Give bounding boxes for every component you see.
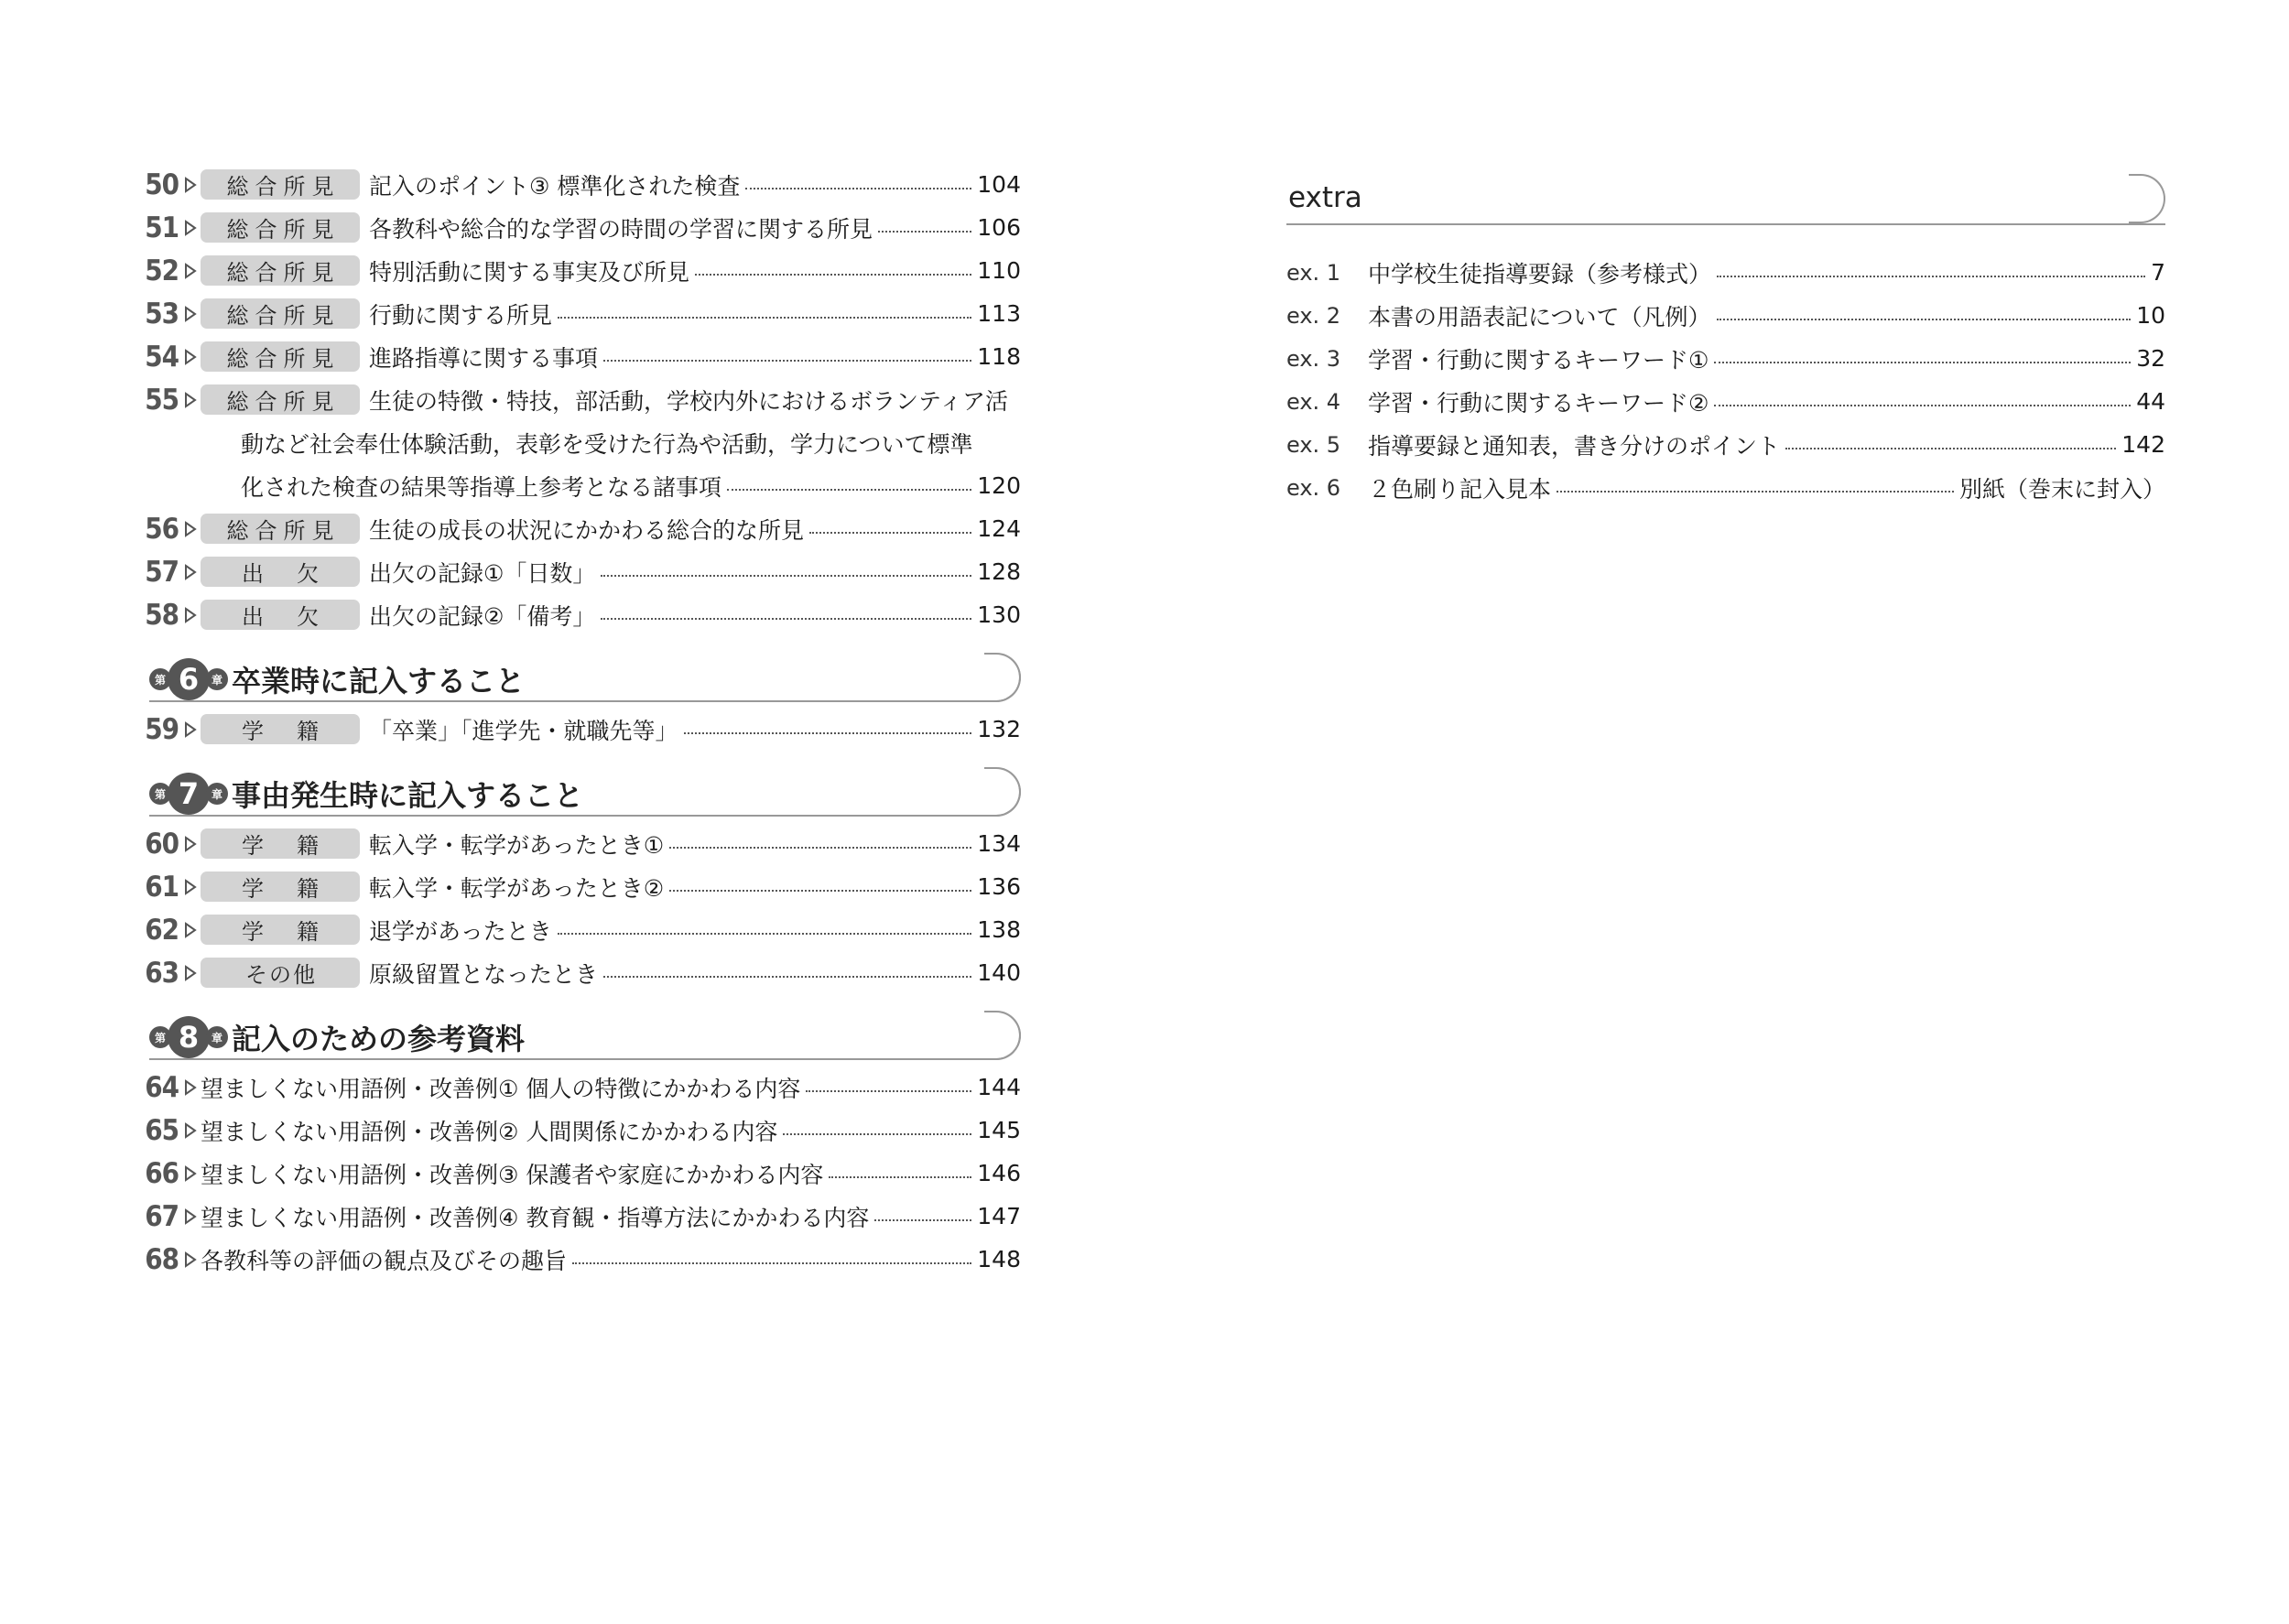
- chapter-dai: 第: [149, 783, 171, 805]
- dot-leader: [829, 1176, 971, 1178]
- dot-leader: [783, 1133, 971, 1135]
- triangle-icon: [180, 965, 201, 981]
- triangle-icon: [180, 922, 201, 938]
- category-tag: 学籍: [201, 714, 360, 744]
- chapter-arc: [984, 767, 1021, 817]
- page-number: 142: [2121, 431, 2165, 458]
- triangle-icon: [180, 349, 201, 365]
- category-tag: 学籍: [201, 915, 360, 945]
- category-tag: 総合所見: [201, 341, 360, 372]
- chapter-sho: 章: [206, 783, 228, 805]
- dot-leader: [695, 274, 971, 276]
- toc-entry[interactable]: [142, 1109, 1021, 1152]
- entry-number: 56: [145, 512, 179, 546]
- dot-leader: [1714, 405, 2131, 406]
- extra-entry[interactable]: [1286, 251, 2165, 294]
- extra-number: ex. 1: [1286, 259, 1341, 286]
- entry-number: 54: [145, 340, 179, 374]
- entry-number: 59: [145, 712, 179, 746]
- page-number: 148: [977, 1246, 1021, 1272]
- page-number: 136: [977, 873, 1021, 900]
- chapter-dai: 第: [149, 1026, 171, 1048]
- page-number: 106: [977, 214, 1021, 241]
- entry-number: 55: [145, 383, 179, 417]
- toc-entry[interactable]: [142, 507, 1021, 550]
- chapter-number: 6: [168, 658, 210, 700]
- dot-leader: [669, 847, 971, 849]
- triangle-icon: [180, 263, 201, 279]
- entry-title: 生徒の成長の状況にかかわる総合的な所見: [369, 516, 805, 544]
- entry-number: 63: [145, 956, 179, 990]
- entry-title: 「卒業」「進学先・就職先等」: [369, 717, 678, 744]
- entry-title: 退学があったとき: [369, 917, 552, 945]
- entry-title: 望ましくない用語例・改善例② 人間関係にかかわる内容: [201, 1118, 778, 1145]
- extra-number: ex. 6: [1286, 474, 1341, 501]
- page-number: 104: [977, 171, 1021, 198]
- page-number: 147: [977, 1203, 1021, 1229]
- category-tag: 出欠: [201, 557, 360, 587]
- extra-title: extra: [1288, 181, 1362, 214]
- triangle-icon: [180, 607, 201, 623]
- page-number: 128: [977, 558, 1021, 585]
- page-number: 134: [977, 830, 1021, 857]
- page-number: 120: [977, 472, 1021, 499]
- entry-number: 60: [145, 827, 179, 861]
- right-column: [1286, 174, 2165, 509]
- category-tag: 総合所見: [201, 212, 360, 243]
- page-number: 110: [977, 257, 1021, 284]
- dot-leader: [601, 575, 971, 577]
- dot-leader: [878, 231, 971, 233]
- chapter-6-heading[interactable]: [142, 653, 1021, 704]
- extra-entry[interactable]: [1286, 337, 2165, 380]
- entry-title: 望ましくない用語例・改善例③ 保護者や家庭にかかわる内容: [201, 1161, 824, 1188]
- extra-number: ex. 3: [1286, 345, 1341, 372]
- triangle-icon: [180, 521, 201, 537]
- chapter-title: 卒業時に記入すること: [232, 664, 526, 698]
- category-tag: 総合所見: [201, 514, 360, 544]
- chapter-badge: [149, 658, 228, 700]
- entry-number: 52: [145, 254, 179, 287]
- triangle-icon: [180, 1251, 201, 1268]
- entry-title: 転入学・転学があったとき①: [369, 831, 665, 859]
- dot-leader: [572, 1262, 971, 1264]
- page-number: 44: [2136, 388, 2165, 415]
- toc-entry[interactable]: [142, 206, 1021, 249]
- extra-underline: [1286, 174, 2165, 225]
- entry-title: 行動に関する所見: [369, 301, 553, 329]
- toc-entry[interactable]: [142, 335, 1021, 378]
- chapter-8-heading[interactable]: [142, 1011, 1021, 1062]
- chapter-dai: 第: [149, 668, 171, 690]
- toc-entry[interactable]: [142, 550, 1021, 593]
- toc-entry[interactable]: [142, 1195, 1021, 1238]
- dot-leader: [603, 360, 971, 362]
- toc-entry[interactable]: [142, 249, 1021, 292]
- chapter-number: 8: [168, 1016, 210, 1058]
- page-number: 113: [977, 300, 1021, 327]
- dot-leader: [1717, 276, 2145, 277]
- entry-number: 67: [145, 1199, 179, 1233]
- entry-title: 原級留置となったとき: [369, 960, 599, 988]
- page-number: 140: [977, 959, 1021, 986]
- extra-title-text: 学習・行動に関するキーワード②: [1368, 389, 1709, 417]
- extra-entry[interactable]: [1286, 423, 2165, 466]
- entry-number: 66: [145, 1156, 179, 1190]
- toc-entry-continuation: [142, 464, 1021, 507]
- toc-entry[interactable]: [142, 865, 1021, 908]
- extra-title-text: ２色刷り記入見本: [1368, 475, 1552, 503]
- chapter-arc: [984, 1011, 1021, 1060]
- entry-number: 58: [145, 598, 179, 632]
- toc-entry[interactable]: [142, 292, 1021, 335]
- toc-entry[interactable]: [142, 163, 1021, 206]
- entry-number: 65: [145, 1113, 179, 1147]
- extra-title-text: 学習・行動に関するキーワード①: [1368, 346, 1709, 374]
- entry-number: 51: [145, 211, 179, 244]
- extra-title-text: 中学校生徒指導要録（参考様式）: [1368, 260, 1712, 287]
- extra-number: ex. 2: [1286, 302, 1341, 329]
- toc-entry[interactable]: [142, 1238, 1021, 1281]
- toc-entry[interactable]: [142, 378, 1021, 421]
- entry-title: 出欠の記録①「日数」: [369, 559, 596, 587]
- dot-leader: [806, 1090, 971, 1092]
- extra-title-text: 指導要録と通知表，書き分けのポイント: [1368, 432, 1781, 460]
- page-number: 32: [2136, 345, 2165, 372]
- extra-number: ex. 5: [1286, 431, 1341, 458]
- category-tag: 総合所見: [201, 298, 360, 329]
- triangle-icon: [180, 879, 201, 895]
- extra-heading: [1286, 174, 2165, 225]
- page-number: 144: [977, 1074, 1021, 1100]
- triangle-icon: [180, 564, 201, 580]
- dot-leader: [558, 317, 971, 319]
- entry-title: 特別活動に関する事実及び所見: [369, 258, 690, 286]
- page-number: 146: [977, 1160, 1021, 1186]
- entry-number: 64: [145, 1070, 179, 1104]
- page-number: 130: [977, 601, 1021, 628]
- entry-number: 68: [145, 1242, 179, 1276]
- chapter-sho: 章: [206, 1026, 228, 1048]
- category-tag: その他: [201, 958, 360, 988]
- dot-leader: [601, 618, 971, 620]
- left-column: [142, 163, 1021, 1281]
- page-number: 別紙（巻末に封入）: [1958, 475, 2165, 503]
- entry-number: 50: [145, 168, 179, 201]
- entry-title: 各教科等の評価の観点及びその趣旨: [201, 1247, 568, 1274]
- toc-entry[interactable]: [142, 951, 1021, 994]
- page-number: 145: [977, 1117, 1021, 1143]
- chapter-badge: [149, 1016, 228, 1058]
- page-number: 118: [977, 343, 1021, 370]
- page-number: 138: [977, 916, 1021, 943]
- entry-number: 57: [145, 555, 179, 589]
- triangle-icon: [180, 392, 201, 408]
- entry-title-line3: 化された検査の結果等指導上参考となる諸事項: [241, 473, 722, 501]
- entry-title: 望ましくない用語例・改善例④ 教育観・指導方法にかかわる内容: [201, 1204, 870, 1231]
- toc-entry[interactable]: [142, 708, 1021, 751]
- dot-leader: [809, 532, 971, 534]
- chapter-sho: 章: [206, 668, 228, 690]
- entry-number: 61: [145, 870, 179, 904]
- triangle-icon: [180, 220, 201, 236]
- entry-title: 記入のポイント③ 標準化された検査: [369, 172, 741, 200]
- toc-entry-continuation: [142, 421, 1021, 464]
- extra-number: ex. 4: [1286, 388, 1341, 415]
- category-tag: 総合所見: [201, 169, 360, 200]
- page-number: 10: [2136, 302, 2165, 329]
- entry-title: 望ましくない用語例・改善例① 個人の特徴にかかわる内容: [201, 1075, 801, 1102]
- dot-leader: [745, 188, 971, 189]
- chapter-title: 事由発生時に記入すること: [232, 778, 584, 813]
- chapter-title: 記入のための参考資料: [232, 1022, 526, 1056]
- triangle-icon: [180, 306, 201, 322]
- dot-leader: [1714, 362, 2131, 363]
- dot-leader: [669, 890, 971, 892]
- category-tag: 出欠: [201, 600, 360, 630]
- triangle-icon: [180, 1208, 201, 1225]
- extra-entry[interactable]: [1286, 294, 2165, 337]
- entry-number: 62: [145, 913, 179, 947]
- chapter-7-heading[interactable]: [142, 767, 1021, 818]
- toc-entry[interactable]: [142, 593, 1021, 636]
- entry-title: 転入学・転学があったとき②: [369, 874, 665, 902]
- entry-title: 進路指導に関する事項: [369, 344, 599, 372]
- dot-leader: [874, 1219, 971, 1221]
- category-tag: 総合所見: [201, 255, 360, 286]
- dot-leader: [684, 732, 972, 734]
- dot-leader: [603, 976, 971, 978]
- triangle-icon: [180, 721, 201, 738]
- entry-title-line2: 動など社会奉仕体験活動，表彰を受けた行為や活動，学力について標準: [241, 430, 973, 458]
- dot-leader: [1785, 448, 2116, 449]
- extra-entry[interactable]: [1286, 466, 2165, 509]
- toc-entry[interactable]: [142, 1066, 1021, 1109]
- dot-leader: [727, 489, 971, 491]
- category-tag: 総合所見: [201, 384, 360, 415]
- page-number: 132: [977, 716, 1021, 742]
- entry-number: 53: [145, 297, 179, 330]
- triangle-icon: [180, 1079, 201, 1096]
- toc-entry[interactable]: [142, 908, 1021, 951]
- entry-title-line1: 生徒の特徴・特技，部活動，学校内外におけるボランティア活: [369, 387, 1009, 415]
- entry-title: 各教科や総合的な学習の時間の学習に関する所見: [369, 215, 873, 243]
- chapter-number: 7: [168, 773, 210, 815]
- extra-entry[interactable]: [1286, 380, 2165, 423]
- category-tag: 学籍: [201, 872, 360, 902]
- triangle-icon: [180, 836, 201, 852]
- page-number: 124: [977, 515, 1021, 542]
- category-tag: 学籍: [201, 828, 360, 859]
- chapter-arc: [984, 653, 1021, 702]
- triangle-icon: [180, 1122, 201, 1139]
- entry-title: 出欠の記録②「備考」: [369, 602, 596, 630]
- triangle-icon: [180, 1165, 201, 1182]
- toc-entry[interactable]: [142, 1152, 1021, 1195]
- toc-entry[interactable]: [142, 822, 1021, 865]
- extra-title-text: 本書の用語表記について（凡例）: [1368, 303, 1711, 330]
- dot-leader: [558, 933, 972, 935]
- chapter-badge: [149, 773, 228, 815]
- triangle-icon: [180, 177, 201, 193]
- dot-leader: [1717, 319, 2132, 320]
- page-number: 7: [2151, 259, 2165, 286]
- dot-leader: [1557, 491, 1954, 493]
